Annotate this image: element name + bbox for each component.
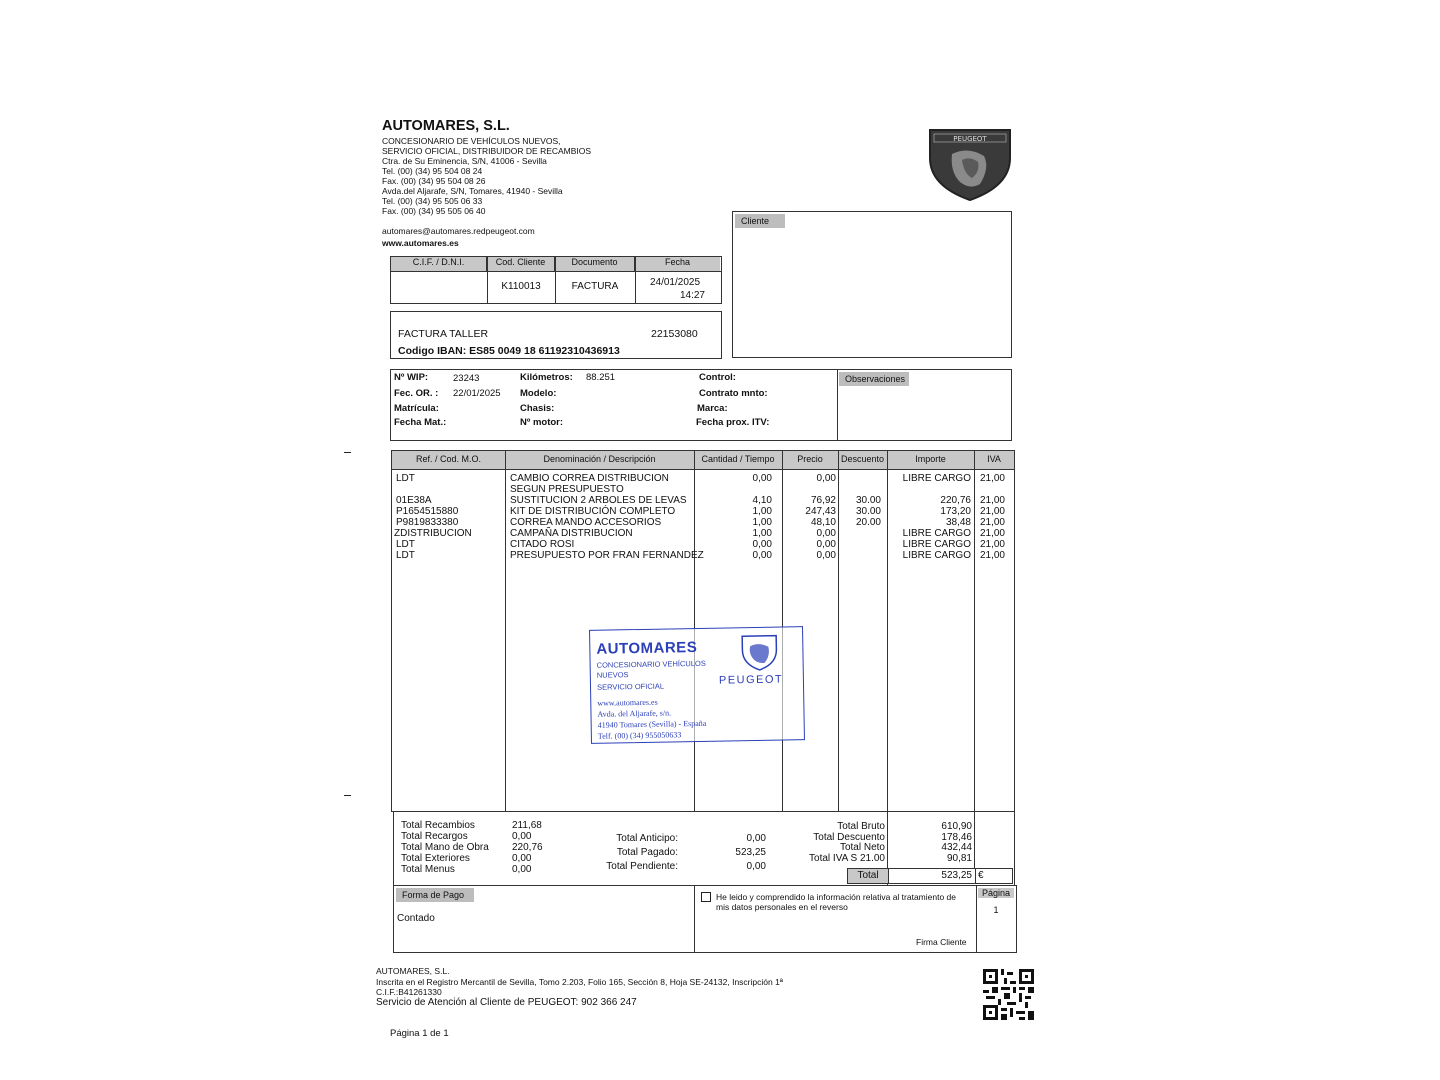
- scan-mark: [344, 452, 351, 453]
- cell-desc: PRESUPUESTO POR FRAN FERNANDEZ: [510, 550, 704, 561]
- total-recambios-label: Total Recambios: [401, 820, 475, 831]
- invoice-box: [390, 311, 722, 359]
- legal-footer: [376, 966, 783, 1008]
- total-exteriores-label: Total Exteriores: [401, 853, 470, 864]
- stamp-line3: SERVICIO OFICIAL: [596, 681, 665, 692]
- cell-ref: P9819833380: [396, 517, 459, 528]
- header-fecha: Fecha: [635, 257, 720, 271]
- total-recambios-value: 211,68: [512, 820, 542, 831]
- cell-qty: 0,00: [752, 473, 772, 484]
- cell-price: 247,43: [805, 506, 836, 517]
- contrato-label: Contrato mnto:: [699, 388, 768, 399]
- cell-desc: SUSTITUCION 2 ARBOLES DE LEVAS: [510, 495, 687, 506]
- header-cif: C.I.F. / D.N.I.: [391, 257, 487, 271]
- total-menus-label: Total Menus: [401, 864, 455, 875]
- chasis-label: Chasis:: [520, 403, 555, 414]
- pagina-label: Página: [978, 888, 1014, 898]
- total-iva-value: 90,81: [946, 852, 972, 864]
- total-anticipo-label: Total Anticipo:: [616, 833, 678, 844]
- invoice-number: 22153080: [651, 328, 698, 340]
- peugeot-logo-icon: [928, 128, 1012, 202]
- table-row: [392, 528, 1014, 539]
- stamp-addr2: 41940 Tomares (Sevilla) - España: [597, 718, 707, 730]
- total-value: 523,25: [941, 870, 972, 881]
- total-pagado-label: Total Pagado:: [616, 847, 678, 858]
- company-name: AUTOMARES, S.L.: [382, 118, 510, 134]
- stamp-addr1: Avda. del Aljarafe, s/n.: [597, 708, 672, 719]
- itv-label: Fecha prox. ITV:: [696, 417, 770, 428]
- pagina-value: 1: [993, 905, 999, 915]
- total-recargos-label: Total Recargos: [401, 831, 468, 842]
- cell-iva: 21,00: [979, 495, 1005, 506]
- total-bruto-value: 610,90: [941, 821, 972, 832]
- invoice-type: FACTURA TALLER: [398, 328, 489, 340]
- wip-value: 23243: [453, 373, 480, 384]
- modelo-label: Modelo:: [520, 388, 557, 399]
- header-qty: Cantidad / Tiempo: [701, 454, 775, 464]
- consent-text-line2: mis datos personales en el reverso: [716, 902, 848, 912]
- company-line: Tel. (00) (34) 95 504 08 24: [382, 166, 483, 176]
- cell-ref: LDT: [396, 539, 415, 550]
- legal-line3: C.I.F.:B41261330: [376, 987, 442, 997]
- cell-ref: 01E38A: [396, 495, 432, 506]
- total-bruto-label: Total Bruto: [837, 821, 885, 832]
- table-row: [392, 539, 1014, 550]
- consent-text-line1: He leido y comprendido la información relativa al tratamiento de: [716, 892, 957, 902]
- cell-disc: 20.00: [855, 517, 881, 528]
- header-disc: Descuento: [840, 454, 885, 464]
- total-iva-label: Total IVA S 21.00: [809, 852, 885, 864]
- matricula-label: Matrícula:: [394, 403, 439, 414]
- cell-amount: 173,20: [940, 506, 971, 517]
- cell-qty: 1,00: [752, 517, 772, 528]
- motor-label: Nº motor:: [520, 417, 564, 428]
- cell-desc: CORREA MANDO ACCESORIOS: [510, 517, 662, 528]
- header-iva: IVA: [987, 454, 1001, 464]
- company-line: SERVICIO OFICIAL, DISTRIBUIDOR DE RECAMBIOS: [382, 146, 592, 156]
- cell-amount: LIBRE CARGO: [902, 473, 971, 484]
- company-email: automares@automares.redpeugeot.com: [382, 226, 535, 236]
- total-pendiente-value: 0,00: [746, 861, 766, 872]
- legal-line2: Inscrita en el Registro Mercantil de Sevilla, Tomo 2.203, Folio 165, Sección 8, Hoja SE-24132, Inscripción 1ª: [376, 976, 783, 987]
- cell-price: 0,00: [816, 473, 836, 484]
- client-box: [732, 211, 1012, 358]
- scan-mark: [344, 795, 351, 796]
- company-line: Ctra. de Su Eminencia, S/N, 41006 - Sevilla: [382, 156, 547, 166]
- cell-ref: ZDISTRIBUCION: [394, 528, 472, 539]
- cell-price: 76,92: [810, 495, 836, 506]
- invoice-iban: Codigo IBAN: ES85 0049 18 61192310436913: [398, 345, 620, 357]
- cell-desc: SEGUN PRESUPUESTO: [510, 484, 624, 495]
- header-ref: Ref. / Cod. M.O.: [415, 454, 482, 464]
- stamp-tel: Telf. (00) (34) 955050633: [597, 730, 682, 741]
- header-documento: Documento: [555, 257, 635, 271]
- vehicle-box: [390, 369, 1012, 441]
- header-cod-cliente: Cod. Cliente: [487, 257, 555, 271]
- currency: €: [978, 870, 984, 881]
- fecha-mat-label: Fecha Mat.:: [394, 417, 447, 428]
- km-label: Kilómetros:: [520, 372, 573, 383]
- cod-cliente-value: K110013: [501, 281, 541, 292]
- fecha-value: 24/01/2025: [649, 277, 701, 288]
- table-row: [392, 495, 1014, 506]
- cell-desc: CITADO ROSI: [510, 539, 575, 550]
- company-stamp: [589, 626, 805, 744]
- marca-label: Marca:: [697, 403, 728, 414]
- total-exteriores-value: 0,00: [512, 853, 532, 864]
- consent-checkbox[interactable]: [701, 892, 711, 902]
- table-row: [392, 484, 1014, 495]
- company-web: www.automares.es: [382, 238, 459, 248]
- total-descuento-label: Total Descuento: [813, 831, 885, 843]
- cell-price: 48,10: [810, 517, 836, 528]
- cell-iva: 21,00: [979, 506, 1005, 517]
- header-desc: Denominación / Descripción: [543, 454, 656, 464]
- qr-code-icon: [983, 969, 1034, 1020]
- cell-price: 0,00: [816, 550, 836, 561]
- cell-disc: 30.00: [855, 506, 881, 517]
- cell-amount: LIBRE CARGO: [902, 550, 971, 561]
- firma-cliente-label: Firma Cliente: [916, 937, 967, 947]
- legal-line4: Servicio de Atención al Cliente de PEUGEOT: 902 366 247: [376, 996, 637, 1008]
- cell-desc: CAMPAÑA DISTRIBUCION: [510, 528, 633, 539]
- cell-qty: 1,00: [752, 528, 772, 539]
- cell-desc: KIT DE DISTRIBUCIÓN COMPLETO: [510, 506, 676, 517]
- total-anticipo-value: 0,00: [746, 833, 766, 844]
- company-block: [382, 118, 622, 248]
- cell-price: 0,00: [816, 528, 836, 539]
- stamp-line1: CONCESIONARIO VEHÍCULOS: [596, 658, 706, 670]
- table-row: [392, 473, 1014, 484]
- cell-qty: 1,00: [752, 506, 772, 517]
- company-line: Fax. (00) (34) 95 505 06 40: [382, 206, 486, 216]
- cell-amount: LIBRE CARGO: [902, 539, 971, 550]
- cell-iva: 21,00: [979, 550, 1005, 561]
- cell-amount: 220,76: [940, 495, 971, 506]
- client-label: Cliente: [735, 214, 785, 228]
- stamp-web: www.automares.es: [597, 697, 658, 708]
- total-pendiente-label: Total Pendiente:: [606, 861, 678, 872]
- stamp-line2: NUEVOS: [596, 670, 629, 680]
- wip-label: Nº WIP:: [394, 372, 429, 383]
- cell-iva: 21,00: [979, 517, 1005, 528]
- total-neto-value: 432,44: [941, 842, 972, 853]
- total-pagado-value: 523,25: [735, 847, 766, 858]
- cell-ref: LDT: [396, 550, 415, 561]
- stamp-brand: PEUGEOT: [718, 673, 784, 687]
- cell-price: 0,00: [816, 539, 836, 550]
- stamp-lion-icon: [740, 634, 779, 678]
- company-line: Fax. (00) (34) 95 504 08 26: [382, 176, 486, 186]
- total-mano-obra-label: Total Mano de Obra: [401, 842, 489, 853]
- footer-box: [393, 885, 1017, 953]
- cell-iva: 21,00: [979, 473, 1005, 484]
- total-mano-obra-value: 220,76: [512, 842, 543, 853]
- total-label: Total: [848, 869, 889, 883]
- cell-desc: CAMBIO CORREA DISTRIBUCION: [510, 473, 669, 484]
- header-amount: Importe: [915, 454, 946, 464]
- cell-ref: LDT: [396, 473, 415, 484]
- company-line: Tel. (00) (34) 95 505 06 33: [382, 196, 483, 206]
- total-menus-value: 0,00: [512, 864, 532, 875]
- km-value: 88.251: [586, 372, 616, 383]
- totals-box: [393, 812, 1015, 886]
- id-table: [390, 256, 722, 304]
- table-row: [392, 506, 1014, 517]
- fec-value: 22/01/2025: [453, 388, 501, 399]
- cell-amount: 38,48: [945, 517, 971, 528]
- header-price: Precio: [797, 454, 823, 464]
- page-footer: Página 1 de 1: [390, 1028, 449, 1039]
- cell-ref: P1654515880: [396, 506, 459, 517]
- cell-qty: 4,10: [752, 495, 772, 506]
- total-descuento-value: 178,46: [941, 831, 972, 843]
- cell-qty: 0,00: [752, 539, 772, 550]
- company-line: Avda.del Aljarafe, S/N, Tomares, 41940 - Sevilla: [382, 186, 563, 196]
- legal-line1: AUTOMARES, S.L.: [376, 966, 450, 976]
- cell-iva: 21,00: [979, 539, 1005, 550]
- stamp-title: AUTOMARES: [596, 638, 698, 658]
- documento-value: FACTURA: [571, 281, 619, 292]
- forma-pago-value: Contado: [397, 913, 435, 924]
- fec-label: Fec. OR. :: [394, 388, 439, 399]
- total-recargos-value: 0,00: [512, 831, 532, 842]
- control-label: Control:: [699, 372, 736, 383]
- table-row: [392, 517, 1014, 528]
- table-row: [392, 550, 1014, 561]
- cell-qty: 0,00: [752, 550, 772, 561]
- observaciones-label: Observaciones: [839, 372, 909, 386]
- company-line: CONCESIONARIO DE VEHÍCULOS NUEVOS,: [382, 136, 561, 146]
- hora-value: 14:27: [679, 290, 705, 301]
- cell-iva: 21,00: [979, 528, 1005, 539]
- cell-amount: LIBRE CARGO: [902, 528, 971, 539]
- peugeot-logo-text: PEUGEOT: [953, 135, 987, 143]
- cell-disc: 30.00: [855, 495, 881, 506]
- total-neto-label: Total Neto: [839, 842, 885, 853]
- forma-pago-label: Forma de Pago: [396, 888, 474, 902]
